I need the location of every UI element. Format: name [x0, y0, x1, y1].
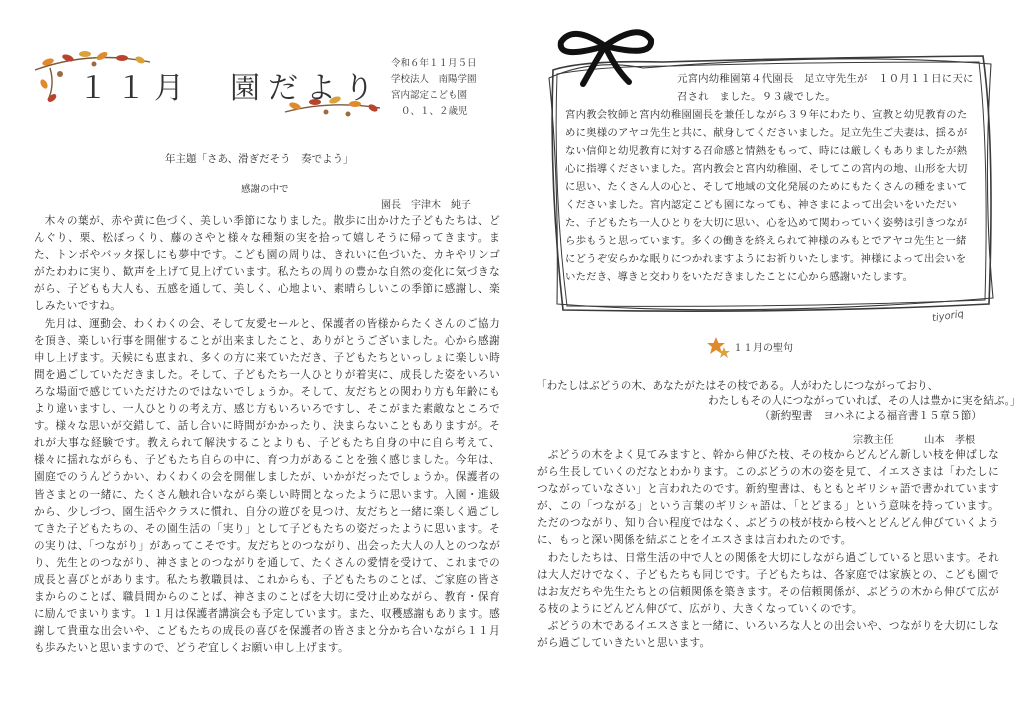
paragraph: 先月は、運動会、わくわくの会、そして友愛セールと、保護者の皆様からたくさんのご協力を頂き、楽しい行事を開催することが出来ましたこと、ありがとうございました。心から感謝申し上げます。天候にも恵まれ、多くの方に来ていただき、子どもたちといっしょに楽しい時間を過ごしていただきました。そして、子どもたち一人ひとりが着実に、成長した姿をいろいろな場面で感じていただけたのではないでしょうか。そして、友だちとの関わり方も年齢にもより違いますし、一人ひとりの考え方、感じ方もいろいろですし、そこがまた素敵なところです。様々な思いが交錯して、話し合いに時間がかかったり、決まらないこともありますが。それが大事な経験です。教えられて解決することよりも、子どもたち自身の中に自ら考えて、様々に揺れながらも、子どもたち自らの中に、育つ力があることを強く感じました。今年は、園庭でのうんどうかい、わくわくの会を開催しましたが、いかがだったでしょうか。保護者の皆さまとの一緒に、たくさん触れ合いながら楽しい時間となったように思います。入園・進級から、少しづつ、園生活やクラスに慣れ、自分の遊びを見つけ、友だちと一緒に楽しく過ごしてきた子どもたちの、その園生活の「実り」として子どもたちの姿だったように思います。その実りは、「つながり」があってこそです。友だちとのつながり、出会った大人の人とのつながり、先生とのつながり、神さまとのつながりを通して、たくさんの愛情を受けて、これまでの成長と喜びとがあります。私たち教職員は、これからも、子どもたちのことば、ご家庭の皆さまからのことば、職員間からのことば、神さまのことばを大切に受け止めながら、教育・保育に励んでまいります。１１月は保護者講演会も予定しています。また、収穫感謝もあります。感謝して貴重な出会いや、こどもたちの成長の喜びを保護者の皆さまと分かち合いながら１１月も歩みたいと思いますので、どうぞ宜しくお願い申し上げます。: [34, 317, 500, 655]
school-name: 宮内認定こども園: [391, 90, 468, 101]
verse-line: わたしもその人につながっていれば、その人は豊かに実を結ぶ。」: [708, 395, 1021, 407]
page-title: １１月 園だより: [78, 71, 382, 106]
paragraph: ぶどうの木をよく見てみますと、幹から伸びた枝、その枝からどんどん新しい枝を伸ばしながら生長していくのだなとわかります。このぶどうの木の姿を見て、イエスさまは「わたしにつながっていなさい」と言われたのです。新約聖書は、もともとギリシャ語で書かれていますが、この「つながる」という言葉のギリシャ語は、「とどまる」という意味を持っています。ただのつながり、知り合い程度ではなく、ぶどうの枝が枝から枝へとどんどん伸びていくように、もっと深い関係を結ぶことをイエスさまは言われたのです。: [537, 449, 999, 547]
article-subheading: 感謝の中で: [241, 184, 289, 195]
article-author: 園長 宇津木 純子: [381, 200, 471, 211]
paragraph: 木々の葉が、赤や黄に色づく、美しい季節になりました。散歩に出かけた子どもたちは、どんぐり、栗、松ぼっくり、藤のさやと様々な種類の実を拾って嬉しそうに帰ってきます。また、トンボやバッタ探しにも夢中です。こども園の周りは、きれいに色づいた、カキやリンゴがたわわに実り、歓声を上げて見上げています。私たちの周りの豊かな自然の変化に気づきながら、子どもも大人も、五感を通して、美しく、心地よい、素晴らしいこの季節に感謝し、楽しみたいですね。: [34, 215, 500, 313]
memorial-notice: [565, 70, 975, 286]
verse-author: 宗教主任 山本 孝根: [853, 435, 976, 446]
bible-verse: [536, 379, 1021, 424]
verse-heading: １１月の聖句: [733, 343, 793, 354]
annual-theme: 年主題「さあ、滑ぎだそう 奏でよう」: [165, 153, 354, 165]
principal-message: [34, 213, 500, 657]
paragraph: わたしたちは、日常生活の中で人との関係を大切にしながら過ごしていると思います。それは大人だけでなく、子どもたちも同じです。子どもたちは、各家庭では家族との、こども園ではお友だちや先生たちとの信頼関係を築きます。その信頼関係が、ぶどうの木から伸びて広がる枝のようにどんどん伸びて、広がり、大きくなっていくのです。: [537, 551, 999, 615]
illustrator-signature: tiyoriq: [931, 308, 965, 325]
verse-source: （新約聖書 ヨハネによる福音書１５章５節）: [759, 410, 982, 422]
memorial-lead: 元宮内幼稚園第４代園長 足立守先生が １０月１１日に天に召され ました。９３歳でした。: [677, 73, 974, 103]
header-meta: [391, 56, 477, 120]
verse-line: 「わたしはぶどうの木、あなたがたはその枝である。人がわたしにつながっており、: [536, 380, 939, 392]
verse-reflection: [537, 447, 999, 652]
organization-name: 学校法人 南陽学園: [391, 74, 477, 85]
memorial-body: 宮内教会牧師と宮内幼稚園園長を兼任しながら３９年にわたり、宣教と幼児教育のために奥様のアヤコ先生と共に、献身してくださいました。足立先生ご夫妻は、揺るがない信仰と幼児教育に対する召命感と情熱をもって、時には厳しくもありましたが熱心に指導くださいました。宮内教会と宮内幼稚園、そしてこの宮内の地、山形を大切に思い、たくさん人の心と、そして地域の文化発展のためにもたくさんの種をまいてくださいました。宮内認定こども園になっても、神さまによって出会いをいただいた、子どもたち一人ひとりを大切に思い、心を込めて関わっていく姿勢は引きつながら歩もうと思っています。多くの働きを終えられて神様のみもとでアヤコ先生と一緒にどうぞ安らかな眠りにつかれますようにお祈りいたします。神様によって出会いをいただき、導きと交わりをいただきましたことに心から感謝いたします。: [565, 109, 968, 283]
paragraph: ぶどうの木であるイエスさまと一緒に、いろいろな人との出会いや、つながりを大切にしながら過ごしていきたいと思います。: [537, 619, 999, 650]
issue-date: 令和６年１１月５日: [391, 58, 477, 69]
age-group: ０、１、２歳児: [401, 106, 468, 117]
